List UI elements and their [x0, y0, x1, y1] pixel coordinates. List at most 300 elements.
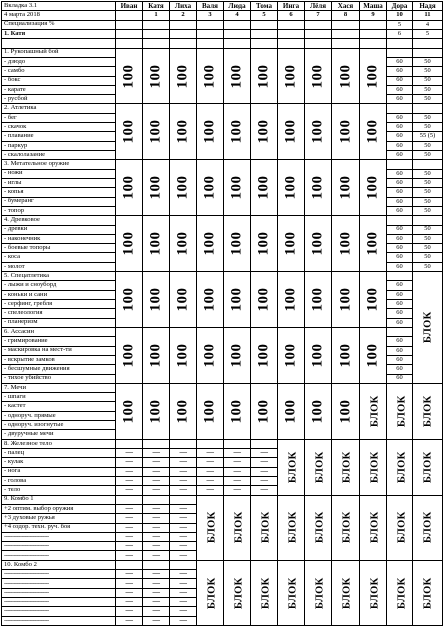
dash-cell[interactable]: ----- [170, 486, 197, 495]
dora-cell[interactable] [387, 160, 413, 169]
group-item[interactable]: - серфинг, гребля [2, 300, 116, 309]
value-cell[interactable] [305, 160, 332, 216]
spec-cell[interactable] [143, 20, 170, 29]
katya-cell[interactable] [278, 29, 305, 38]
block-cell[interactable] [224, 495, 251, 560]
dora-value[interactable]: 60 [387, 151, 413, 160]
katya-cell[interactable] [143, 29, 170, 38]
nadya-value[interactable]: 50 [413, 95, 443, 104]
dash-cell[interactable]: ----- [224, 458, 251, 467]
dash-cell[interactable]: ----- [170, 579, 197, 588]
column-header[interactable]: Тома [251, 2, 278, 11]
group-item[interactable]: - коньки и сани [2, 290, 116, 299]
dora-cell[interactable] [387, 216, 413, 225]
value-cell[interactable] [143, 48, 170, 104]
dash-cell[interactable]: ----- [197, 449, 224, 458]
dash-cell[interactable]: ----- [143, 616, 170, 625]
nadya-value[interactable]: 50 [413, 197, 443, 206]
value-cell[interactable] [332, 48, 360, 104]
sheet-date[interactable]: 4 марта 2018 [2, 11, 116, 20]
group-title[interactable]: 9. Комбо 1 [2, 495, 116, 504]
dash-cell[interactable]: ----- [116, 523, 143, 532]
nadya-value[interactable]: 50 [413, 244, 443, 253]
blank-cell[interactable] [413, 39, 443, 48]
dora-cell[interactable] [387, 272, 413, 281]
group-item[interactable]: - маскировка на мест-ти [2, 346, 116, 355]
column-number[interactable]: 2 [170, 11, 197, 20]
value-cell[interactable] [116, 160, 143, 216]
dash-cell[interactable]: ----- [116, 532, 143, 541]
value-cell[interactable] [224, 327, 251, 383]
dash-cell[interactable]: ----- [116, 579, 143, 588]
column-header[interactable]: Надя [413, 2, 443, 11]
dora-cell[interactable] [387, 48, 413, 57]
value-cell[interactable] [224, 272, 251, 328]
nadya-value[interactable]: 50 [413, 188, 443, 197]
dora-value[interactable]: 60 [387, 132, 413, 141]
group-item[interactable]: - тело [2, 486, 116, 495]
group-item-placeholder[interactable]: ---------------------------- [2, 570, 116, 579]
group-title[interactable]: 3. Метательное оружие [2, 160, 116, 169]
dash-cell[interactable]: ----- [143, 551, 170, 560]
group-title[interactable]: 7. Мечи [2, 383, 116, 392]
group-item[interactable]: - молот [2, 262, 116, 271]
dash-cell[interactable]: ----- [116, 570, 143, 579]
dash-cell[interactable]: ----- [170, 616, 197, 625]
dora-value[interactable]: 60 [387, 113, 413, 122]
value-cell[interactable] [278, 48, 305, 104]
spec-cell[interactable] [251, 20, 278, 29]
block-cell[interactable] [387, 439, 413, 495]
value-cell[interactable] [305, 383, 332, 439]
value-cell[interactable] [170, 327, 197, 383]
value-cell[interactable] [197, 160, 224, 216]
katya-cell[interactable] [251, 29, 278, 38]
group-title[interactable]: 1. Рукопашный бой [2, 48, 116, 57]
value-cell[interactable] [143, 327, 170, 383]
value-cell[interactable] [116, 216, 143, 272]
dash-cell[interactable] [116, 495, 143, 504]
value-cell[interactable] [224, 104, 251, 160]
nadya-value[interactable]: 50 [413, 123, 443, 132]
column-header[interactable]: Лёля [305, 2, 332, 11]
value-cell[interactable] [360, 327, 387, 383]
nadya-value[interactable]: 50 [413, 253, 443, 262]
value-cell[interactable] [143, 160, 170, 216]
nadya-value[interactable]: 50 [413, 57, 443, 66]
value-cell[interactable] [116, 272, 143, 328]
dash-cell[interactable]: ----- [143, 458, 170, 467]
block-cell[interactable] [387, 495, 413, 560]
block-cell[interactable] [413, 439, 443, 495]
group-title[interactable]: 4. Древковое [2, 216, 116, 225]
block-cell[interactable] [278, 560, 305, 625]
block-cell[interactable] [305, 439, 332, 495]
spec-cell[interactable] [305, 20, 332, 29]
group-item-placeholder[interactable]: ---------------------------- [2, 542, 116, 551]
dora-value[interactable]: 60 [387, 197, 413, 206]
dash-cell[interactable]: ----- [170, 523, 197, 532]
dora-value[interactable]: 60 [387, 57, 413, 66]
dora-value[interactable]: 60 [387, 95, 413, 104]
group-item[interactable]: - двуручные мечи [2, 430, 116, 439]
group-item[interactable]: - карате [2, 85, 116, 94]
blank-cell[interactable] [224, 39, 251, 48]
dash-cell[interactable]: ----- [143, 542, 170, 551]
dash-cell[interactable]: ----- [197, 486, 224, 495]
group-item[interactable]: - палец [2, 449, 116, 458]
dora-value[interactable]: 60 [387, 300, 413, 309]
spec-value[interactable]: 5 [387, 20, 413, 29]
dash-cell[interactable]: ----- [116, 476, 143, 485]
group-item[interactable]: +4 оздор. техн. руч. боя [2, 523, 116, 532]
group-title[interactable]: 10. Комбо 2 [2, 560, 116, 569]
dora-value[interactable]: 60 [387, 225, 413, 234]
column-number[interactable]: 5 [251, 11, 278, 20]
value-cell[interactable] [197, 327, 224, 383]
block-cell[interactable] [305, 495, 332, 560]
value-cell[interactable] [332, 383, 360, 439]
value-cell[interactable] [116, 327, 143, 383]
blank-cell[interactable] [332, 39, 360, 48]
dash-cell[interactable]: ----- [116, 542, 143, 551]
value-cell[interactable] [197, 272, 224, 328]
group-item[interactable]: - шпаги [2, 393, 116, 402]
group-item[interactable]: - бесшумные движения [2, 365, 116, 374]
value-cell[interactable] [116, 48, 143, 104]
group-item[interactable]: - боевые топоры [2, 244, 116, 253]
value-cell[interactable] [197, 216, 224, 272]
dash-cell[interactable]: ----- [116, 514, 143, 523]
group-item-placeholder[interactable]: ---------------------------- [2, 532, 116, 541]
dora-value[interactable]: 60 [387, 123, 413, 132]
katya-cell[interactable] [224, 29, 251, 38]
value-cell[interactable] [360, 160, 387, 216]
column-number[interactable]: 10 [387, 11, 413, 20]
dash-cell[interactable] [170, 560, 197, 569]
nadya-value[interactable]: 50 [413, 141, 443, 150]
block-cell[interactable] [360, 495, 387, 560]
value-cell[interactable] [197, 104, 224, 160]
group-item-placeholder[interactable]: ---------------------------- [2, 598, 116, 607]
block-cell[interactable] [413, 495, 443, 560]
dash-cell[interactable]: ----- [197, 458, 224, 467]
blank-cell[interactable] [251, 39, 278, 48]
dash-cell[interactable]: ----- [116, 467, 143, 476]
nadya-value[interactable]: 50 [413, 113, 443, 122]
dash-cell[interactable]: ----- [170, 514, 197, 523]
group-item[interactable]: - наконечник [2, 234, 116, 243]
value-cell[interactable] [278, 160, 305, 216]
dora-value[interactable]: 60 [387, 253, 413, 262]
column-number[interactable]: 4 [224, 11, 251, 20]
value-cell[interactable] [170, 48, 197, 104]
dora-value[interactable]: 60 [387, 178, 413, 187]
dash-cell[interactable]: ----- [143, 486, 170, 495]
block-cell[interactable] [360, 383, 387, 439]
dash-cell[interactable]: ----- [251, 458, 278, 467]
value-cell[interactable] [278, 272, 305, 328]
group-item[interactable]: - самбо [2, 67, 116, 76]
group-title[interactable]: 8. Железное тело [2, 439, 116, 448]
column-number[interactable]: 7 [305, 11, 332, 20]
block-cell[interactable] [413, 272, 443, 384]
value-cell[interactable] [116, 104, 143, 160]
spec-cell[interactable] [360, 20, 387, 29]
dash-cell[interactable]: ----- [170, 588, 197, 597]
dash-cell[interactable]: ----- [143, 598, 170, 607]
group-item-placeholder[interactable]: ---------------------------- [2, 607, 116, 616]
dash-cell[interactable] [251, 439, 278, 448]
column-header[interactable]: Маша [360, 2, 387, 11]
dash-cell[interactable] [143, 495, 170, 504]
dash-cell[interactable]: ----- [143, 523, 170, 532]
group-title[interactable]: 2. Атлетика [2, 104, 116, 113]
value-cell[interactable] [332, 216, 360, 272]
column-header[interactable]: Валя [197, 2, 224, 11]
dash-cell[interactable]: ----- [224, 467, 251, 476]
group-item[interactable]: - плавание [2, 132, 116, 141]
blank-cell[interactable] [197, 39, 224, 48]
value-cell[interactable] [332, 104, 360, 160]
group-item[interactable]: - бокс [2, 76, 116, 85]
group-item-placeholder[interactable]: ---------------------------- [2, 616, 116, 625]
dash-cell[interactable]: ----- [143, 476, 170, 485]
dash-cell[interactable]: ----- [170, 449, 197, 458]
value-cell[interactable] [305, 272, 332, 328]
group-item[interactable]: - вскрытие замков [2, 355, 116, 364]
value-cell[interactable] [251, 216, 278, 272]
column-header[interactable]: Катя [143, 2, 170, 11]
group-item[interactable]: - скачок [2, 123, 116, 132]
blank-cell[interactable] [170, 39, 197, 48]
group-item[interactable]: - нога [2, 467, 116, 476]
spec-cell[interactable] [278, 20, 305, 29]
value-cell[interactable] [224, 383, 251, 439]
dora-value[interactable]: 60 [387, 262, 413, 271]
dash-cell[interactable]: ----- [143, 570, 170, 579]
column-number[interactable]: 6 [278, 11, 305, 20]
nadya-value[interactable]: 55 (5) [413, 132, 443, 141]
value-cell[interactable] [143, 383, 170, 439]
dash-cell[interactable]: ----- [170, 467, 197, 476]
dash-cell[interactable]: ----- [116, 551, 143, 560]
value-cell[interactable] [278, 216, 305, 272]
dash-cell[interactable]: ----- [143, 579, 170, 588]
dash-cell[interactable]: ----- [170, 551, 197, 560]
spec-cell[interactable] [170, 20, 197, 29]
nadya-value[interactable]: 50 [413, 169, 443, 178]
block-cell[interactable] [251, 560, 278, 625]
block-cell[interactable] [278, 439, 305, 495]
dash-cell[interactable]: ----- [170, 598, 197, 607]
dora-cell[interactable] [387, 327, 413, 336]
dora-value[interactable]: 60 [387, 85, 413, 94]
block-cell[interactable] [387, 383, 413, 439]
blank-cell[interactable] [116, 39, 143, 48]
group-item[interactable]: - спелеология [2, 309, 116, 318]
value-cell[interactable] [143, 272, 170, 328]
dora-value[interactable]: 60 [387, 355, 413, 364]
value-cell[interactable] [251, 327, 278, 383]
dash-cell[interactable]: ----- [170, 476, 197, 485]
dora-value[interactable]: 60 [387, 374, 413, 383]
dora-value[interactable]: 60 [387, 281, 413, 290]
dash-cell[interactable]: ----- [224, 449, 251, 458]
group-item[interactable]: - иглы [2, 178, 116, 187]
value-cell[interactable] [332, 272, 360, 328]
column-number[interactable]: 8 [332, 11, 360, 20]
nadya-value[interactable]: 50 [413, 262, 443, 271]
blank-cell[interactable] [360, 39, 387, 48]
spec-cell[interactable] [332, 20, 360, 29]
value-cell[interactable] [224, 216, 251, 272]
dora-value[interactable]: 60 [387, 309, 413, 318]
group-title[interactable]: 6. Ассасин [2, 327, 116, 336]
block-cell[interactable] [305, 560, 332, 625]
dash-cell[interactable] [224, 439, 251, 448]
katya-cell[interactable] [360, 29, 387, 38]
dash-cell[interactable]: ----- [251, 476, 278, 485]
value-cell[interactable] [251, 104, 278, 160]
group-item[interactable]: - планеризм [2, 318, 116, 327]
blank-cell[interactable] [278, 39, 305, 48]
nadya-value[interactable]: 50 [413, 151, 443, 160]
column-header[interactable]: Иван [116, 2, 143, 11]
dash-cell[interactable]: ----- [251, 467, 278, 476]
nadya-cell[interactable] [413, 216, 443, 225]
group-item[interactable]: - топор [2, 206, 116, 215]
dora-value[interactable]: 60 [387, 169, 413, 178]
group-item[interactable]: +2 оптим. выбор оружия [2, 504, 116, 513]
block-cell[interactable] [387, 560, 413, 625]
dash-cell[interactable] [170, 495, 197, 504]
value-cell[interactable] [332, 327, 360, 383]
nadya-value[interactable]: 50 [413, 206, 443, 215]
nadya-cell[interactable] [413, 160, 443, 169]
column-number-empty[interactable] [116, 11, 143, 20]
block-cell[interactable] [197, 560, 224, 625]
dash-cell[interactable]: ----- [224, 476, 251, 485]
group-item[interactable]: - паркур [2, 141, 116, 150]
dora-value[interactable]: 60 [387, 337, 413, 346]
block-cell[interactable] [413, 560, 443, 625]
nadya-cell[interactable] [413, 104, 443, 113]
value-cell[interactable] [197, 48, 224, 104]
dora-value[interactable]: 60 [387, 67, 413, 76]
group-item-placeholder[interactable]: ---------------------------- [2, 551, 116, 560]
dash-cell[interactable] [116, 560, 143, 569]
group-item[interactable]: - бег [2, 113, 116, 122]
group-item[interactable]: - коса [2, 253, 116, 262]
dash-cell[interactable]: ----- [116, 449, 143, 458]
spec-cell[interactable] [116, 20, 143, 29]
blank-cell[interactable] [305, 39, 332, 48]
dash-cell[interactable]: ----- [143, 514, 170, 523]
dash-cell[interactable] [143, 560, 170, 569]
block-cell[interactable] [332, 495, 360, 560]
block-cell[interactable] [278, 495, 305, 560]
sheet-title[interactable]: Вкладка 3.1 [2, 2, 116, 11]
dash-cell[interactable]: ----- [116, 504, 143, 513]
group-item[interactable]: - копья [2, 188, 116, 197]
group-item[interactable]: +3 духовые ружья [2, 514, 116, 523]
value-cell[interactable] [224, 160, 251, 216]
column-header[interactable]: Хася [332, 2, 360, 11]
value-cell[interactable] [360, 272, 387, 328]
block-cell[interactable] [332, 560, 360, 625]
value-cell[interactable] [360, 216, 387, 272]
dora-value[interactable]: 60 [387, 346, 413, 355]
column-header[interactable]: Лиха [170, 2, 197, 11]
group-item[interactable]: - скалолазание [2, 151, 116, 160]
value-cell[interactable] [170, 383, 197, 439]
spec-value[interactable]: 4 [413, 20, 443, 29]
dash-cell[interactable]: ----- [116, 458, 143, 467]
value-cell[interactable] [143, 104, 170, 160]
dash-cell[interactable] [116, 439, 143, 448]
blank-cell[interactable] [143, 39, 170, 48]
group-item[interactable]: - бумеранг [2, 197, 116, 206]
spec-cell[interactable] [224, 20, 251, 29]
value-cell[interactable] [197, 383, 224, 439]
section-title[interactable]: 1. Катя [2, 29, 116, 38]
value-cell[interactable] [170, 160, 197, 216]
spec-cell[interactable] [197, 20, 224, 29]
block-cell[interactable] [413, 383, 443, 439]
column-number[interactable]: 3 [197, 11, 224, 20]
dora-value[interactable]: 60 [387, 234, 413, 243]
dash-cell[interactable]: ----- [197, 467, 224, 476]
block-cell[interactable] [197, 495, 224, 560]
dash-cell[interactable]: ----- [116, 588, 143, 597]
nadya-value[interactable]: 50 [413, 178, 443, 187]
dash-cell[interactable]: ----- [170, 532, 197, 541]
dash-cell[interactable]: ----- [251, 486, 278, 495]
katya-cell[interactable] [305, 29, 332, 38]
dora-value[interactable]: 60 [387, 76, 413, 85]
dora-value[interactable]: 60 [387, 141, 413, 150]
value-cell[interactable] [170, 104, 197, 160]
nadya-value[interactable]: 50 [413, 67, 443, 76]
group-item[interactable]: - кастет [2, 402, 116, 411]
column-header[interactable]: Люда [224, 2, 251, 11]
group-item[interactable]: - одноруч. прямые [2, 411, 116, 420]
dora-value[interactable]: 60 [387, 188, 413, 197]
dash-cell[interactable]: ----- [143, 504, 170, 513]
value-cell[interactable] [170, 216, 197, 272]
value-cell[interactable] [251, 272, 278, 328]
dash-cell[interactable]: ----- [143, 449, 170, 458]
nadya-value[interactable]: 50 [413, 234, 443, 243]
blank-row-label[interactable] [2, 39, 116, 48]
dash-cell[interactable]: ----- [170, 570, 197, 579]
column-number[interactable]: 11 [413, 11, 443, 20]
group-item[interactable]: - ножи [2, 169, 116, 178]
nadya-value[interactable]: 50 [413, 76, 443, 85]
value-cell[interactable] [360, 48, 387, 104]
column-header[interactable]: Инга [278, 2, 305, 11]
group-item[interactable]: - древки [2, 225, 116, 234]
group-item[interactable]: - одноруч. изогнутые [2, 421, 116, 430]
dash-cell[interactable]: ----- [116, 486, 143, 495]
dash-cell[interactable]: ----- [197, 476, 224, 485]
block-cell[interactable] [360, 439, 387, 495]
value-cell[interactable] [278, 383, 305, 439]
value-cell[interactable] [360, 104, 387, 160]
dora-value[interactable]: 60 [387, 206, 413, 215]
group-item-placeholder[interactable]: ---------------------------- [2, 588, 116, 597]
